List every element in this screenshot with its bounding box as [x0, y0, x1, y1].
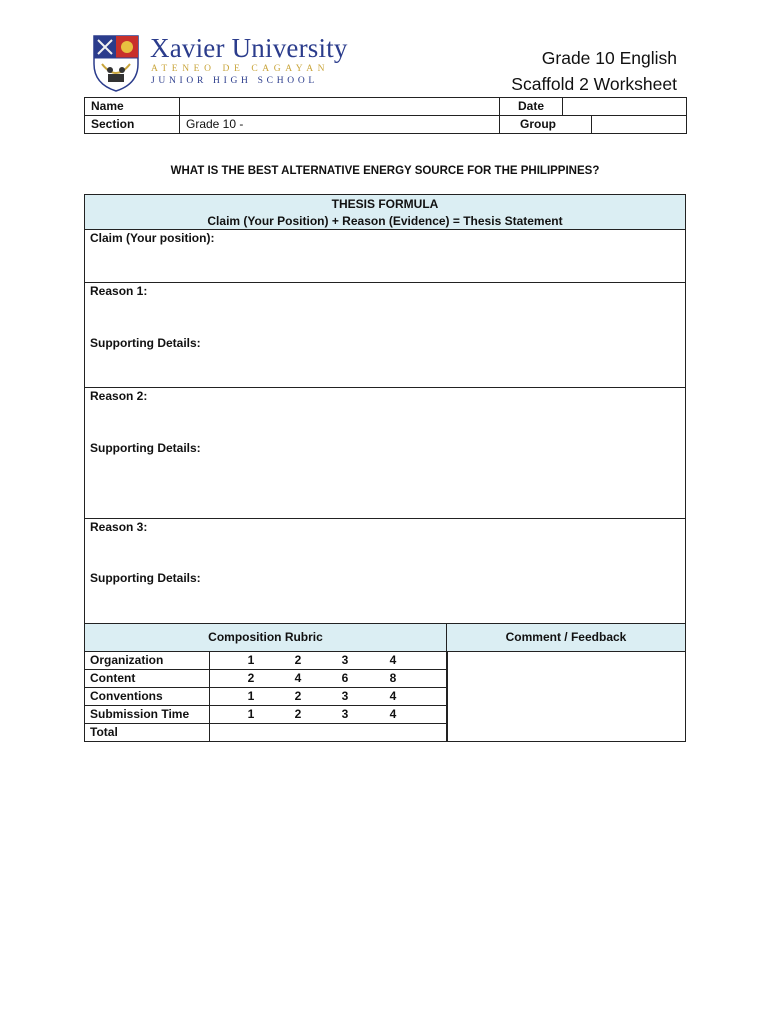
reason2-label: Reason 2:: [90, 389, 148, 403]
claim-label: Claim (Your position):: [90, 231, 215, 245]
total-label: Total: [85, 724, 210, 742]
date-field[interactable]: [563, 98, 687, 116]
date-label: Date: [500, 98, 563, 116]
rubric-score[interactable]: 1: [247, 653, 255, 667]
rubric-score[interactable]: 1: [247, 689, 255, 703]
reason1-section[interactable]: [85, 283, 685, 388]
rubric-score[interactable]: 4: [389, 653, 397, 667]
document-title-grade: Grade 10 English: [541, 48, 677, 68]
rubric-score[interactable]: 3: [341, 653, 349, 667]
section-field[interactable]: Grade 10 -: [180, 116, 500, 134]
rubric-score[interactable]: 2: [294, 707, 302, 721]
reason1-supporting-label: Supporting Details:: [90, 336, 201, 350]
feedback-field[interactable]: [446, 651, 686, 742]
group-label: Group: [500, 116, 592, 134]
rubric-row: [85, 652, 448, 670]
rubric-criterion: Content: [85, 670, 210, 688]
university-subtitle: ATENEO DE CAGAYAN: [151, 64, 330, 74]
rubric-title: Composition Rubric: [84, 623, 447, 652]
rubric-row: [85, 688, 448, 706]
rubric-total-row: [85, 724, 448, 742]
name-field[interactable]: [180, 98, 500, 116]
rubric-score[interactable]: 4: [294, 671, 302, 685]
group-field[interactable]: [592, 116, 687, 134]
student-info-table: [84, 97, 687, 134]
total-field[interactable]: [210, 724, 448, 742]
reason3-supporting-label: Supporting Details:: [90, 571, 201, 585]
thesis-formula: Claim (Your Position) + Reason (Evidence) = Thesis Statement: [207, 214, 563, 228]
reason3-label: Reason 3:: [90, 520, 148, 534]
rubric-score[interactable]: 2: [294, 689, 302, 703]
section-label: Section: [85, 116, 180, 134]
rubric-score[interactable]: 8: [389, 671, 397, 685]
thesis-title: THESIS FORMULA: [331, 197, 439, 211]
rubric-criterion: Submission Time: [85, 706, 210, 724]
composition-rubric: [84, 623, 686, 742]
rubric-criterion: Organization: [85, 652, 210, 670]
rubric-score[interactable]: 3: [341, 707, 349, 721]
thesis-formula-box: [84, 194, 686, 624]
rubric-score[interactable]: 2: [294, 653, 302, 667]
rubric-score[interactable]: 3: [341, 689, 349, 703]
claim-section[interactable]: [85, 230, 685, 283]
university-name: Xavier University: [150, 33, 348, 63]
rubric-score[interactable]: 1: [247, 707, 255, 721]
feedback-title: Comment / Feedback: [446, 623, 686, 652]
rubric-row: [85, 670, 448, 688]
reason2-supporting-label: Supporting Details:: [90, 441, 201, 455]
thesis-header: [85, 195, 685, 230]
rubric-row: [85, 706, 448, 724]
reason3-section[interactable]: [85, 519, 685, 623]
worksheet-question: WHAT IS THE BEST ALTERNATIVE ENERGY SOURCE FOR THE PHILIPPINES?: [170, 165, 600, 177]
rubric-score[interactable]: 2: [247, 671, 255, 685]
rubric-score[interactable]: 4: [389, 689, 397, 703]
rubric-score[interactable]: 4: [389, 707, 397, 721]
document-title-worksheet: Scaffold 2 Worksheet: [511, 74, 677, 94]
reason2-section[interactable]: [85, 388, 685, 519]
rubric-score[interactable]: 6: [341, 671, 349, 685]
rubric-criterion: Conventions: [85, 688, 210, 706]
school-subtitle: JUNIOR HIGH SCHOOL: [151, 76, 318, 86]
rubric-table: [84, 651, 448, 742]
reason1-label: Reason 1:: [90, 284, 148, 298]
name-label: Name: [85, 98, 180, 116]
school-seal-logo: [92, 34, 140, 92]
